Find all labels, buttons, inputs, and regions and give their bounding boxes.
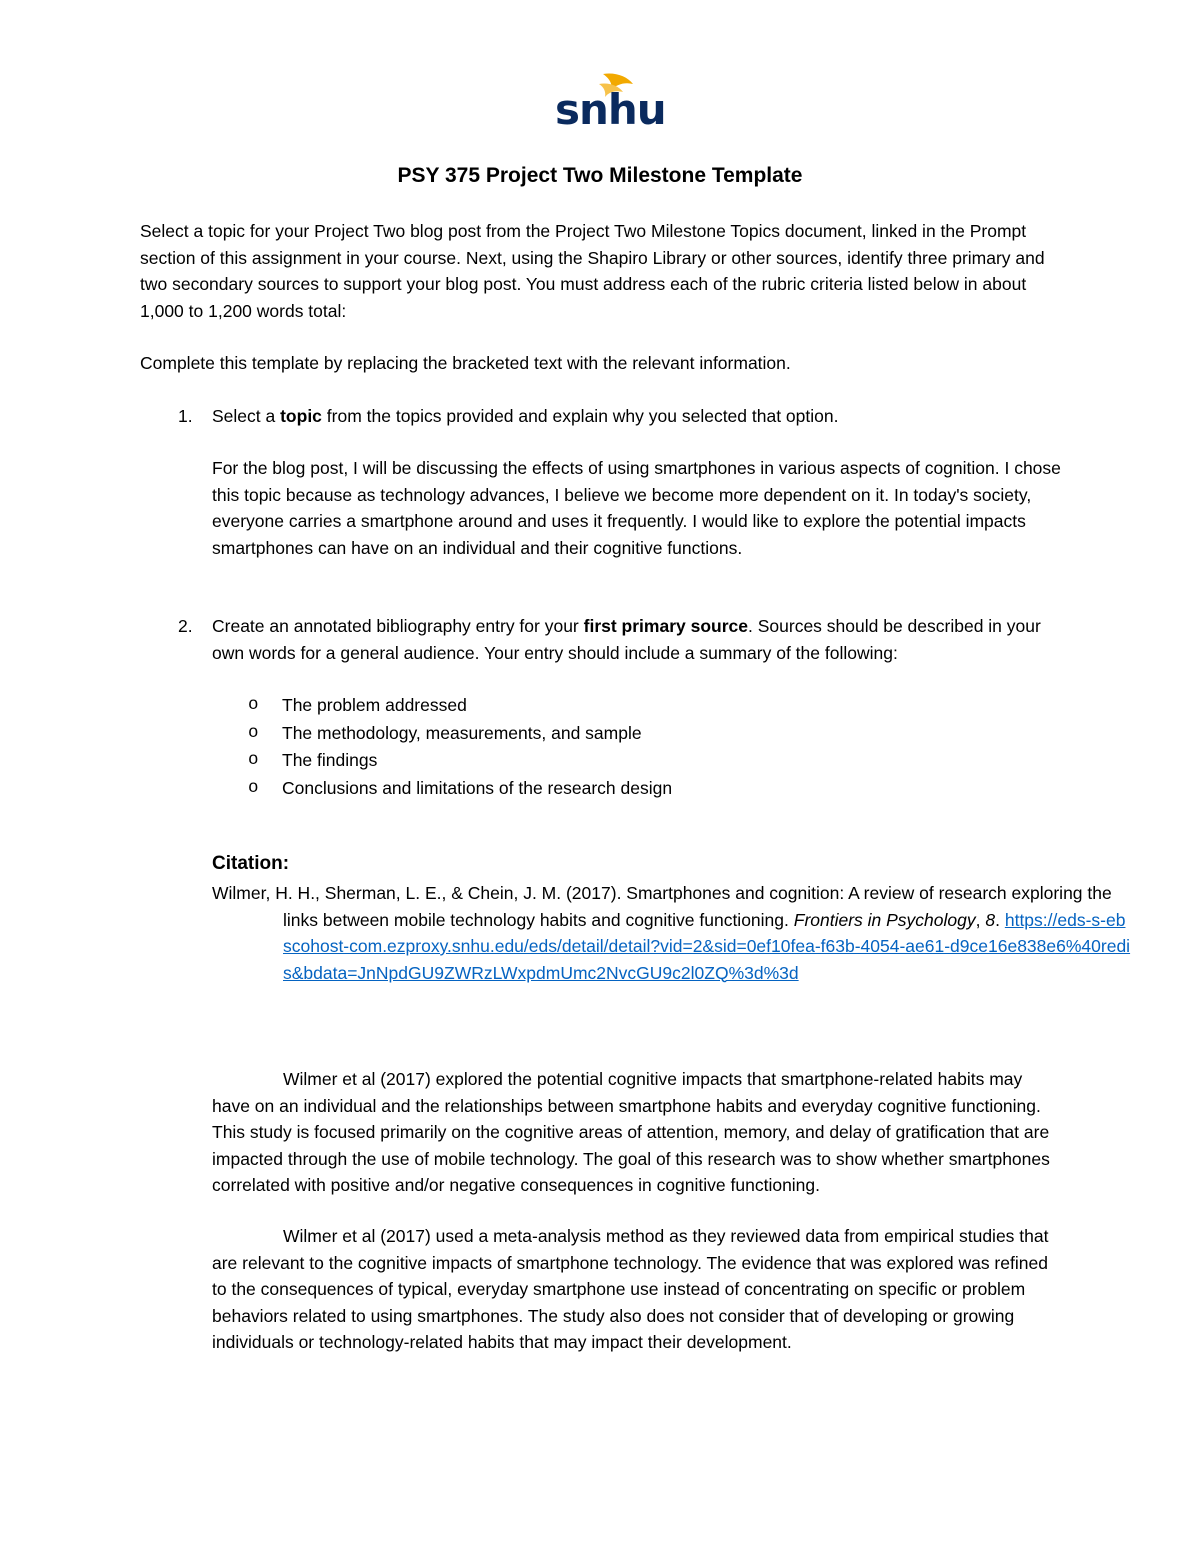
question-1-prompt (212, 403, 1072, 430)
bullet-icon: o (248, 778, 259, 799)
bullet-icon: o (248, 695, 259, 715)
bullet-text: The methodology, measurements, and sample (282, 722, 642, 743)
bullet-icon: o (248, 722, 259, 743)
citation-journal: Frontiers in Psychology (793, 909, 976, 930)
citation-link[interactable]: https://eds-s-ebscohost-com.ezproxy.snhu.edu/eds/detail/detail?vid=2&sid=0ef10fea-f63b-4054-ae61-d9ce16e838e6%40redis&bdata=JnNpdGU9ZWRzLWxpdmUmc2NvcGU9c2l0ZQ%3d%3d (283, 909, 1131, 983)
bullet-text: Conclusions and limitations of the research design (282, 778, 673, 799)
citation-text: Wilmer, H. H., Sherman, L. E., & Chein, J. M. (2017). Smartphones and cognition: A review of research exploring the links between mobile technology habits and cognitive functioning. (212, 883, 1112, 930)
question-2-prompt (212, 613, 1072, 666)
bullet-text: The findings (282, 750, 378, 771)
intro-paragraph: Select a topic for your Project Two blog post from the Project Two Milestone Topics document, linked in the Prompt section of this assignment in your course. Next, using the Shapiro Library or other sources, identify three primary and two secondary sources to support your blog post. You must address each of the rubric criteria listed below in about 1,000 to 1,200 words total: (140, 221, 1045, 321)
bullet-icon: o (248, 750, 259, 771)
citation-heading: Citation: (212, 853, 290, 874)
citation-volume: 8 (985, 909, 996, 930)
instructions-paragraph: Complete this template by replacing the bracketed text with the relevant information. (140, 353, 791, 373)
question-1-suffix: from the topics provided and explain why you selected that option. (321, 406, 839, 426)
question-2-suffix: . Sources should be described in your own words for a general audience. Your entry should include a summary of the following: (212, 616, 1041, 663)
question-1-bold: topic (280, 406, 322, 426)
snhu-logo (553, 70, 666, 134)
question-2-bullets (212, 692, 1072, 803)
list-item (212, 692, 1072, 720)
citation-volume-prefix: , (975, 909, 986, 930)
list-item (212, 720, 1072, 748)
annotation-paragraph-2: Wilmer et al (2017) used a meta-analysis method as they reviewed data from empirical studies that are relevant to the cognitive impacts of smartphone technology. The evidence that was explored was refined to the consequences of typical, everyday smartphone use instead of concentrating on specific or problem behaviors related to using smartphones. The study also does not consider that of developing or growing individuals or technology-related habits that may impact their development. (212, 1226, 1049, 1352)
question-1-answer: For the blog post, I will be discussing the effects of using smartphones in various aspects of cognition. I chose this topic because as technology advances, I believe we become more dependent on it. In today's society, everyone carries a smartphone around and uses it frequently. I would like to explore the potential impacts smartphones can have on an individual and their cognitive functions. (212, 458, 1061, 558)
logo-wordmark: snhu (555, 85, 666, 134)
list-item (212, 775, 1072, 803)
citation-entry (212, 880, 1133, 986)
question-1-number: 1. (178, 406, 193, 426)
annotation-paragraph-1: Wilmer et al (2017) explored the potential cognitive impacts that smartphone-related habits may have on an individual and the relationships between smartphone habits and everyday cognitive functioning. This study is focused primarily on the cognitive areas of attention, memory, and delay of gratification that are impacted through the use of mobile technology. The goal of this research was to show whether smartphones correlated with positive and/or negative consequences in cognitive functioning. (212, 1069, 1050, 1195)
citation-volume-suffix: . (995, 909, 1005, 930)
question-1-prefix: Select a (212, 406, 281, 426)
question-2-bold: first primary source (583, 616, 748, 636)
question-2-prefix: Create an annotated bibliography entry for your (212, 616, 584, 636)
bullet-text: The problem addressed (282, 695, 467, 715)
page-title: PSY 375 Project Two Milestone Template (397, 164, 803, 187)
list-item (212, 747, 1072, 775)
question-2-number: 2. (178, 616, 193, 636)
